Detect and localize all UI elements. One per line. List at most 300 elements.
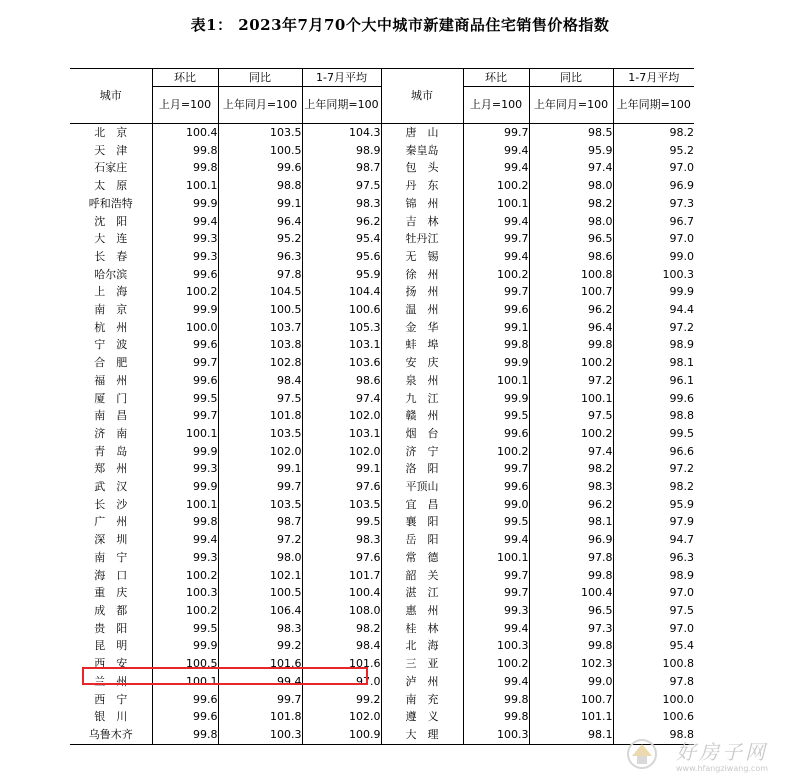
left-city-cell: 西 宁 xyxy=(94,692,128,706)
right-city-cell: 锦 州 xyxy=(381,195,463,213)
table-row xyxy=(70,443,694,461)
left-city-cell: 呼和浩特 xyxy=(88,196,133,210)
right-avg-cell: 98.8 xyxy=(613,407,694,425)
right-mom-cell: 99.0 xyxy=(463,496,529,514)
right-avg-cell: 99.9 xyxy=(613,283,694,301)
right-yoy-cell: 100.2 xyxy=(529,354,613,372)
left-yoy-cell: 99.7 xyxy=(218,691,302,709)
right-city-cell: 金 华 xyxy=(381,319,463,337)
right-city-cell: 唐 山 xyxy=(381,124,463,142)
right-mom-cell: 99.8 xyxy=(463,336,529,354)
left-yoy-cell: 104.5 xyxy=(218,283,302,301)
right-mom-cell: 99.5 xyxy=(463,407,529,425)
left-mom-cell: 99.3 xyxy=(152,230,218,248)
right-avg-cell: 97.9 xyxy=(613,513,694,531)
right-yoy-cell: 96.4 xyxy=(529,319,613,337)
right-avg-cell: 96.3 xyxy=(613,549,694,567)
right-avg-cell: 97.5 xyxy=(613,602,694,620)
left-avg-cell: 97.5 xyxy=(302,177,381,195)
right-avg-cell: 95.4 xyxy=(613,637,694,655)
header-mom: 环比 xyxy=(152,69,218,87)
right-yoy-cell: 98.2 xyxy=(529,195,613,213)
right-yoy-cell: 100.2 xyxy=(529,425,613,443)
left-mom-cell: 100.2 xyxy=(152,602,218,620)
header-yoy: 同比 xyxy=(218,69,302,87)
right-city-cell: 惠 州 xyxy=(381,602,463,620)
right-yoy-cell: 100.7 xyxy=(529,283,613,301)
left-yoy-cell: 99.7 xyxy=(218,478,302,496)
right-mom-cell: 100.1 xyxy=(463,195,529,213)
right-mom-cell: 99.8 xyxy=(463,708,529,726)
right-yoy-cell: 95.9 xyxy=(529,142,613,160)
table-body xyxy=(70,124,694,745)
right-city-cell: 襄 阳 xyxy=(381,513,463,531)
left-mom-cell: 99.8 xyxy=(152,726,218,744)
right-mom-cell: 99.5 xyxy=(463,513,529,531)
right-avg-cell: 97.0 xyxy=(613,159,694,177)
left-avg-cell: 97.6 xyxy=(302,549,381,567)
left-mom-cell: 99.6 xyxy=(152,372,218,390)
left-yoy-cell: 101.6 xyxy=(218,655,302,673)
table-row xyxy=(70,460,694,478)
left-avg-cell: 97.6 xyxy=(302,478,381,496)
right-mom-cell: 100.2 xyxy=(463,655,529,673)
right-city-cell: 泸 州 xyxy=(381,673,463,691)
left-yoy-cell: 98.0 xyxy=(218,549,302,567)
right-city-cell: 秦皇岛 xyxy=(381,142,463,160)
right-avg-cell: 96.9 xyxy=(613,177,694,195)
right-city-cell: 包 头 xyxy=(381,159,463,177)
header-city: 城市 xyxy=(70,69,152,124)
left-city-cell: 太 原 xyxy=(94,179,128,193)
right-yoy-cell: 98.3 xyxy=(529,478,613,496)
right-avg-cell: 98.8 xyxy=(613,726,694,744)
left-yoy-cell: 100.5 xyxy=(218,142,302,160)
right-city-cell: 无 锡 xyxy=(381,248,463,266)
left-mom-cell: 100.2 xyxy=(152,283,218,301)
right-yoy-cell: 97.2 xyxy=(529,372,613,390)
right-city-cell: 蚌 埠 xyxy=(381,336,463,354)
table-row xyxy=(70,266,694,284)
left-mom-cell: 99.3 xyxy=(152,460,218,478)
table-row xyxy=(70,496,694,514)
right-mom-cell: 99.4 xyxy=(463,213,529,231)
left-avg-cell: 103.1 xyxy=(302,336,381,354)
left-yoy-cell: 100.5 xyxy=(218,301,302,319)
left-avg-cell: 99.5 xyxy=(302,513,381,531)
right-city-cell: 湛 江 xyxy=(381,584,463,602)
left-yoy-cell: 98.7 xyxy=(218,513,302,531)
right-city-cell: 济 宁 xyxy=(381,443,463,461)
left-yoy-cell: 97.5 xyxy=(218,390,302,408)
left-yoy-cell: 101.8 xyxy=(218,708,302,726)
left-mom-cell: 99.5 xyxy=(152,620,218,638)
left-mom-cell: 99.7 xyxy=(152,407,218,425)
right-avg-cell: 96.1 xyxy=(613,372,694,390)
right-yoy-cell: 97.4 xyxy=(529,443,613,461)
right-avg-cell: 100.3 xyxy=(613,266,694,284)
left-mom-cell: 99.9 xyxy=(152,195,218,213)
left-yoy-cell: 102.8 xyxy=(218,354,302,372)
right-yoy-cell: 96.2 xyxy=(529,301,613,319)
right-avg-cell: 98.2 xyxy=(613,124,694,142)
right-city-cell: 常 德 xyxy=(381,549,463,567)
table-title: 表1： 2023年7月70个大中城市新建商品住宅销售价格指数 xyxy=(190,16,610,34)
right-avg-cell: 98.1 xyxy=(613,354,694,372)
left-mom-cell: 100.1 xyxy=(152,673,218,691)
header-avg-sub: 上年同期=100 xyxy=(302,87,381,124)
left-yoy-cell: 106.4 xyxy=(218,602,302,620)
right-city-cell: 桂 林 xyxy=(381,620,463,638)
right-yoy-cell: 100.7 xyxy=(529,691,613,709)
right-avg-cell: 96.6 xyxy=(613,443,694,461)
left-mom-cell: 99.6 xyxy=(152,266,218,284)
left-city-cell: 宁 波 xyxy=(94,338,128,352)
left-yoy-cell: 103.5 xyxy=(218,124,302,142)
left-mom-cell: 99.3 xyxy=(152,248,218,266)
right-avg-cell: 96.7 xyxy=(613,213,694,231)
left-avg-cell: 105.3 xyxy=(302,319,381,337)
left-mom-cell: 99.8 xyxy=(152,142,218,160)
right-avg-cell: 95.9 xyxy=(613,496,694,514)
right-avg-cell: 94.4 xyxy=(613,301,694,319)
header-yoy-sub: 上年同月=100 xyxy=(218,87,302,124)
left-avg-cell: 95.6 xyxy=(302,248,381,266)
xian-highlight-box xyxy=(82,667,368,685)
header-yoy-right: 同比 xyxy=(529,69,613,87)
table-row xyxy=(70,708,694,726)
left-mom-cell: 100.3 xyxy=(152,584,218,602)
left-yoy-cell: 101.8 xyxy=(218,407,302,425)
right-city-cell: 韶 关 xyxy=(381,567,463,585)
right-city-cell: 泉 州 xyxy=(381,372,463,390)
right-city-cell: 洛 阳 xyxy=(381,460,463,478)
header-avg-right: 1-7月平均 xyxy=(613,69,694,87)
left-city-cell: 石家庄 xyxy=(94,161,128,175)
right-yoy-cell: 96.2 xyxy=(529,496,613,514)
right-yoy-cell: 100.4 xyxy=(529,584,613,602)
left-city-cell: 贵 阳 xyxy=(94,621,128,635)
left-city-cell: 银 川 xyxy=(94,710,128,724)
left-yoy-cell: 97.2 xyxy=(218,531,302,549)
left-yoy-cell: 100.3 xyxy=(218,726,302,744)
left-mom-cell: 99.4 xyxy=(152,531,218,549)
right-avg-cell: 100.6 xyxy=(613,708,694,726)
left-city-cell: 福 州 xyxy=(94,373,128,387)
left-city-cell: 济 南 xyxy=(94,426,128,440)
right-city-cell: 三 亚 xyxy=(381,655,463,673)
left-avg-cell: 99.2 xyxy=(302,691,381,709)
left-city-cell: 上 海 xyxy=(94,285,128,299)
header-avg: 1-7月平均 xyxy=(302,69,381,87)
left-mom-cell: 99.8 xyxy=(152,159,218,177)
left-mom-cell: 100.1 xyxy=(152,496,218,514)
right-mom-cell: 99.4 xyxy=(463,620,529,638)
right-city-cell: 宜 昌 xyxy=(381,496,463,514)
header-mom-right: 环比 xyxy=(463,69,529,87)
left-mom-cell: 99.4 xyxy=(152,213,218,231)
right-city-cell: 九 江 xyxy=(381,390,463,408)
left-mom-cell: 99.6 xyxy=(152,336,218,354)
table-row xyxy=(70,230,694,248)
left-avg-cell: 97.4 xyxy=(302,390,381,408)
left-avg-cell: 95.9 xyxy=(302,266,381,284)
right-avg-cell: 98.2 xyxy=(613,478,694,496)
header-yoy-sub-right: 上年同月=100 xyxy=(529,87,613,124)
left-yoy-cell: 99.1 xyxy=(218,195,302,213)
left-mom-cell: 99.6 xyxy=(152,691,218,709)
right-avg-cell: 97.0 xyxy=(613,584,694,602)
right-mom-cell: 100.3 xyxy=(463,726,529,744)
right-mom-cell: 99.7 xyxy=(463,460,529,478)
right-yoy-cell: 96.9 xyxy=(529,531,613,549)
left-yoy-cell: 99.4 xyxy=(218,673,302,691)
left-city-cell: 南 昌 xyxy=(94,409,128,423)
right-avg-cell: 97.0 xyxy=(613,620,694,638)
left-mom-cell: 99.6 xyxy=(152,708,218,726)
left-avg-cell: 101.7 xyxy=(302,567,381,585)
table-row xyxy=(70,691,694,709)
left-yoy-cell: 99.1 xyxy=(218,460,302,478)
right-city-cell: 遵 义 xyxy=(381,708,463,726)
right-yoy-cell: 99.8 xyxy=(529,567,613,585)
right-yoy-cell: 97.8 xyxy=(529,549,613,567)
left-avg-cell: 102.0 xyxy=(302,708,381,726)
right-avg-cell: 98.9 xyxy=(613,567,694,585)
header-avg-sub-right: 上年同期=100 xyxy=(613,87,694,124)
left-yoy-cell: 103.8 xyxy=(218,336,302,354)
left-avg-cell: 103.1 xyxy=(302,425,381,443)
left-avg-cell: 102.0 xyxy=(302,407,381,425)
left-city-cell: 西 安 xyxy=(94,657,128,671)
left-city-cell: 长 沙 xyxy=(94,497,128,511)
left-city-cell: 天 津 xyxy=(94,143,128,157)
left-mom-cell: 100.5 xyxy=(152,655,218,673)
left-city-cell: 哈尔滨 xyxy=(94,267,128,281)
right-mom-cell: 99.7 xyxy=(463,230,529,248)
table-row xyxy=(70,213,694,231)
left-city-cell: 杭 州 xyxy=(94,320,128,334)
right-avg-cell: 99.0 xyxy=(613,248,694,266)
right-mom-cell: 99.4 xyxy=(463,531,529,549)
left-avg-cell: 102.0 xyxy=(302,443,381,461)
right-avg-cell: 97.2 xyxy=(613,460,694,478)
table-row xyxy=(70,177,694,195)
left-city-cell: 郑 州 xyxy=(94,462,128,476)
right-mom-cell: 100.2 xyxy=(463,177,529,195)
left-avg-cell: 103.5 xyxy=(302,496,381,514)
left-city-cell: 沈 阳 xyxy=(94,214,128,228)
left-avg-cell: 108.0 xyxy=(302,602,381,620)
table-row xyxy=(70,336,694,354)
left-city-cell: 广 州 xyxy=(94,515,128,529)
left-yoy-cell: 98.3 xyxy=(218,620,302,638)
header-mom-sub-right: 上月=100 xyxy=(463,87,529,124)
right-yoy-cell: 96.5 xyxy=(529,602,613,620)
right-mom-cell: 100.2 xyxy=(463,266,529,284)
left-avg-cell: 104.4 xyxy=(302,283,381,301)
left-mom-cell: 100.4 xyxy=(152,124,218,142)
right-yoy-cell: 98.5 xyxy=(529,124,613,142)
left-yoy-cell: 99.2 xyxy=(218,637,302,655)
right-yoy-cell: 98.0 xyxy=(529,213,613,231)
right-yoy-cell: 97.5 xyxy=(529,407,613,425)
price-index-table xyxy=(70,68,694,745)
table-row xyxy=(70,390,694,408)
right-avg-cell: 94.7 xyxy=(613,531,694,549)
right-yoy-cell: 98.1 xyxy=(529,513,613,531)
right-yoy-cell: 98.0 xyxy=(529,177,613,195)
right-yoy-cell: 100.1 xyxy=(529,390,613,408)
right-avg-cell: 95.2 xyxy=(613,142,694,160)
left-city-cell: 大 连 xyxy=(94,232,128,246)
watermark-text: 好房子网 xyxy=(676,740,768,764)
right-yoy-cell: 99.8 xyxy=(529,637,613,655)
left-city-cell: 乌鲁木齐 xyxy=(88,727,133,741)
table-row xyxy=(70,531,694,549)
left-avg-cell: 96.2 xyxy=(302,213,381,231)
right-yoy-cell: 96.5 xyxy=(529,230,613,248)
right-yoy-cell: 98.6 xyxy=(529,248,613,266)
right-city-cell: 安 庆 xyxy=(381,354,463,372)
right-city-cell: 大 理 xyxy=(381,726,463,744)
right-city-cell: 温 州 xyxy=(381,301,463,319)
left-city-cell: 武 汉 xyxy=(94,480,128,494)
right-mom-cell: 100.3 xyxy=(463,637,529,655)
left-mom-cell: 100.2 xyxy=(152,567,218,585)
left-avg-cell: 100.4 xyxy=(302,584,381,602)
left-mom-cell: 99.8 xyxy=(152,513,218,531)
right-city-cell: 丹 东 xyxy=(381,177,463,195)
table-row xyxy=(70,567,694,585)
left-yoy-cell: 103.5 xyxy=(218,425,302,443)
left-city-cell: 海 口 xyxy=(94,568,128,582)
right-avg-cell: 97.0 xyxy=(613,230,694,248)
right-mom-cell: 99.4 xyxy=(463,673,529,691)
right-city-cell: 牡丹江 xyxy=(381,230,463,248)
right-avg-cell: 99.6 xyxy=(613,390,694,408)
table-row xyxy=(70,142,694,160)
left-mom-cell: 99.7 xyxy=(152,354,218,372)
table-row xyxy=(70,372,694,390)
right-city-cell: 南 充 xyxy=(381,691,463,709)
right-city-cell: 徐 州 xyxy=(381,266,463,284)
right-city-cell: 赣 州 xyxy=(381,407,463,425)
table-row xyxy=(70,248,694,266)
right-city-cell: 烟 台 xyxy=(381,425,463,443)
left-city-cell: 合 肥 xyxy=(94,356,128,370)
right-yoy-cell: 97.4 xyxy=(529,159,613,177)
left-yoy-cell: 103.5 xyxy=(218,496,302,514)
left-city-cell: 重 庆 xyxy=(94,586,128,600)
table-row xyxy=(70,124,694,142)
left-yoy-cell: 102.1 xyxy=(218,567,302,585)
left-yoy-cell: 96.4 xyxy=(218,213,302,231)
left-avg-cell: 98.4 xyxy=(302,637,381,655)
right-city-cell: 岳 阳 xyxy=(381,531,463,549)
right-city-cell: 平顶山 xyxy=(381,478,463,496)
left-avg-cell: 98.6 xyxy=(302,372,381,390)
left-mom-cell: 99.9 xyxy=(152,443,218,461)
left-city-cell: 兰 州 xyxy=(94,674,128,688)
right-yoy-cell: 99.8 xyxy=(529,336,613,354)
left-mom-cell: 100.0 xyxy=(152,319,218,337)
right-avg-cell: 97.8 xyxy=(613,673,694,691)
left-avg-cell: 97.0 xyxy=(302,673,381,691)
table-row xyxy=(70,159,694,177)
left-avg-cell: 98.3 xyxy=(302,195,381,213)
right-mom-cell: 99.7 xyxy=(463,124,529,142)
right-yoy-cell: 97.3 xyxy=(529,620,613,638)
left-city-cell: 深 圳 xyxy=(94,533,128,547)
table-row xyxy=(70,637,694,655)
table-row xyxy=(70,726,694,744)
left-avg-cell: 104.3 xyxy=(302,124,381,142)
header-mom-sub: 上月=100 xyxy=(152,87,218,124)
table-row xyxy=(70,549,694,567)
right-avg-cell: 99.5 xyxy=(613,425,694,443)
right-city-cell: 扬 州 xyxy=(381,283,463,301)
left-avg-cell: 98.9 xyxy=(302,142,381,160)
left-yoy-cell: 99.6 xyxy=(218,159,302,177)
right-mom-cell: 100.1 xyxy=(463,372,529,390)
left-city-cell: 昆 明 xyxy=(94,639,128,653)
table-row xyxy=(70,425,694,443)
right-mom-cell: 99.7 xyxy=(463,283,529,301)
left-mom-cell: 100.1 xyxy=(152,177,218,195)
right-mom-cell: 99.6 xyxy=(463,478,529,496)
table-row xyxy=(70,354,694,372)
left-avg-cell: 98.7 xyxy=(302,159,381,177)
left-city-cell: 南 宁 xyxy=(94,550,128,564)
table-row xyxy=(70,283,694,301)
table-row xyxy=(70,407,694,425)
left-yoy-cell: 100.5 xyxy=(218,584,302,602)
right-mom-cell: 99.8 xyxy=(463,691,529,709)
left-avg-cell: 98.3 xyxy=(302,531,381,549)
right-avg-cell: 98.9 xyxy=(613,336,694,354)
right-mom-cell: 99.6 xyxy=(463,301,529,319)
left-city-cell: 北 京 xyxy=(94,126,128,139)
watermark-url: www.hfangziwang.com xyxy=(676,764,769,773)
left-avg-cell: 95.4 xyxy=(302,230,381,248)
right-yoy-cell: 100.8 xyxy=(529,266,613,284)
right-yoy-cell: 101.1 xyxy=(529,708,613,726)
left-avg-cell: 101.6 xyxy=(302,655,381,673)
left-mom-cell: 99.5 xyxy=(152,390,218,408)
left-mom-cell: 99.9 xyxy=(152,478,218,496)
left-city-cell: 长 春 xyxy=(94,249,128,263)
right-city-cell: 北 海 xyxy=(381,637,463,655)
table-row xyxy=(70,513,694,531)
table-row xyxy=(70,620,694,638)
left-yoy-cell: 98.4 xyxy=(218,372,302,390)
right-mom-cell: 99.7 xyxy=(463,584,529,602)
table-header xyxy=(70,69,694,124)
left-yoy-cell: 103.7 xyxy=(218,319,302,337)
right-mom-cell: 100.1 xyxy=(463,549,529,567)
left-avg-cell: 100.9 xyxy=(302,726,381,744)
right-mom-cell: 99.9 xyxy=(463,354,529,372)
header-city-right: 城市 xyxy=(381,69,463,124)
right-yoy-cell: 99.0 xyxy=(529,673,613,691)
left-city-cell: 南 京 xyxy=(94,303,128,317)
left-yoy-cell: 95.2 xyxy=(218,230,302,248)
left-city-cell: 厦 门 xyxy=(94,391,128,405)
right-yoy-cell: 98.2 xyxy=(529,460,613,478)
right-mom-cell: 99.4 xyxy=(463,142,529,160)
right-yoy-cell: 98.1 xyxy=(529,726,613,744)
